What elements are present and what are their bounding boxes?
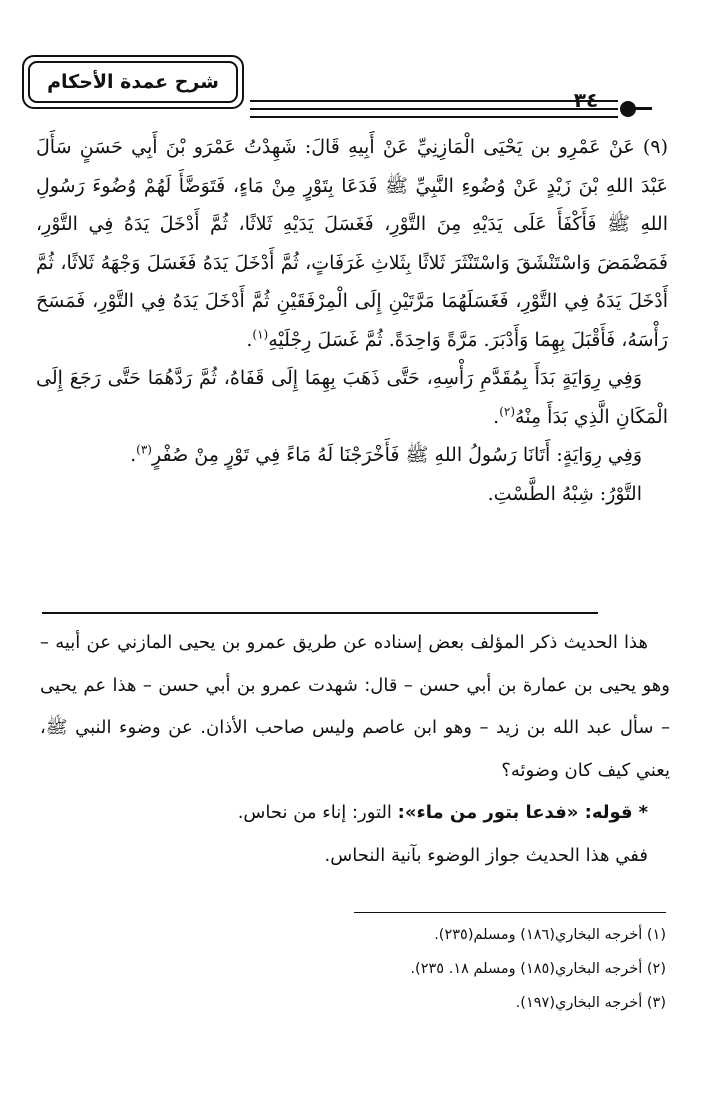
book-title-frame [22, 55, 244, 109]
commentary-paragraph-2 [40, 792, 670, 835]
commentary-text [40, 622, 670, 877]
footnote-marker-2: (٢) [499, 404, 516, 419]
hadith-paragraph [36, 128, 668, 359]
page-number: ٣٤ [573, 88, 599, 112]
gloss-text: التَّوْرُ: شِبْهُ الطَّسْتِ. [487, 482, 642, 505]
footnote-3: (٣) أخرجه البخاري(١٩٧). [515, 995, 666, 1011]
narration-text: وَفِي رِوَايَةٍ: أَتَانَا رَسُولُ اللهِ ﷺ فَأَخْرَجْنَا لَهُ مَاءً فِي تَوْرٍ مِنْ صُفْرٍ [151, 444, 642, 466]
header-rule-bottom [250, 116, 618, 118]
narration-text: وَفِي رِوَايَةٍ بَدَأَ بِمُقَدَّمِ رَأْسِهِ، حَتَّى ذَهَبَ بِهِمَا إِلَى قَفَاهُ، ثُمَّ رَدَّهُمَا حَتَّى رَجَعَ إِلَى الْمَكَانِ الَّذِي بَدَأَ مِنْهُ [36, 367, 668, 428]
hadith-narration-1 [36, 359, 668, 436]
commentary-paragraph-3: ففي هذا الحديث جواز الوضوء بآنية النحاس. [324, 844, 648, 866]
footnotes [200, 918, 666, 1020]
hadith-end-mark: . [246, 328, 253, 351]
header-bullet-tail [634, 107, 652, 110]
footnote-1: (١) أخرجه البخاري(١٨٦) ومسلم(٢٣٥). [434, 927, 666, 943]
commentary-paragraph-1: هذا الحديث ذكر المؤلف بعض إسناده عن طريق عمرو بن يحيى المازني عن أبيه – وهو يحيى بن عمارة بن أبي حسن – قال: شهدت عمرو بن أبي حسن – هذا عم يحيى – سأل عبد الله بن زيد – وهو ابن عاصم وليس صاحب الأذان. عن وضوء النبي ﷺ، يعني كيف كان وضوئه؟ [40, 632, 670, 781]
quoted-phrase-label: قوله: «فدعا بتور من ماء»: [397, 802, 633, 823]
hadith-narration-2 [36, 436, 668, 475]
footnote-marker-3: (٣) [136, 442, 152, 457]
footnote-2: (٢) أخرجه البخاري(١٨٥) ومسلم ١٨. ٢٣٥). [410, 961, 666, 977]
star-bullet: * [638, 802, 648, 823]
footnote-marker-1: (١) [252, 327, 269, 342]
book-title: شرح عمدة الأحكام [28, 61, 238, 103]
hadith-gloss [36, 475, 668, 514]
hadith-main-text: (٩) عَنْ عَمْرِو بن يَحْيَى الْمَازِنِيِّ عَنْ أَبِيهِ قَالَ: شَهِدْتُ عَمْرَو بْنَ أَبِي حَسَنٍ سَأَلَ عَبْدَ اللهِ بْنَ زَيْدٍ عَنْ وُضُوءِ النَّبِيِّ ﷺ فَدَعَا بِتَوْرٍ مِنْ مَاءٍ، فَتَوَضَّأَ لَهُمْ وُضُوءَ رَسُولِ اللهِ ﷺ فَأَكْفَأَ عَلَى يَدَيْهِ مِنَ التَّوْرِ، فَغَسَلَ يَدَيْهِ ثَلاثًا، ثُمَّ أَدْخَلَ يَدَهُ فِي التَّوْرِ، فَمَضْمَضَ وَاسْتَنْشَقَ وَاسْتَنْثَرَ ثَلاثًا بِثَلاثِ غَرَفَاتٍ، ثُمَّ أَدْخَلَ يَدَهُ فَغَسَلَ وَجْهَهُ ثَلاثًا، ثُمَّ أَدْخَلَ يَدَهُ فِي التَّوْرِ، فَغَسَلَهُمَا مَرَّتَيْنِ إِلَى الْمِرْفَقَيْنِ ثُمَّ أَدْخَلَ يَدَهُ فِي التَّوْرِ، فَمَسَحَ رَأْسَهُ، فَأَقْبَلَ بِهِمَا وَأَدْبَرَ. مَرَّةً وَاحِدَةً. ثُمَّ غَسَلَ رِجْلَيْهِ [36, 136, 668, 351]
quoted-phrase-explanation: التور: إناء من نحاس. [237, 802, 398, 823]
hadith-text [36, 128, 668, 513]
section-divider [42, 612, 598, 614]
narration-end-mark: . [130, 444, 137, 466]
footnote-divider [354, 912, 666, 913]
narration-end-mark: . [493, 405, 500, 428]
